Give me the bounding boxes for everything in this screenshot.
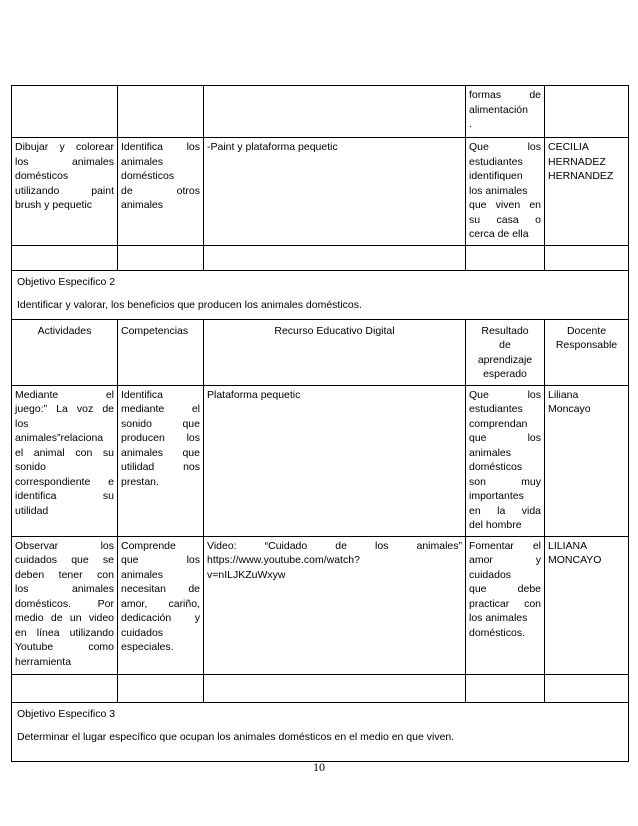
text-line: practicar con [469, 597, 541, 610]
text-line: Observar los [15, 539, 114, 552]
table-row-continuation [12, 86, 629, 138]
table-row-empty [12, 674, 629, 702]
cell-competencia [118, 536, 204, 674]
objetivo-text: Determinar el lugar específico que ocupan los animales domésticos en el medio en que viven. [17, 731, 455, 743]
cell-recurso [204, 385, 466, 536]
text-line: en la vida [469, 504, 541, 517]
text-line: domésticos. [469, 626, 526, 639]
text-line: mediante el [121, 403, 200, 415]
cell-competencia [118, 385, 204, 536]
header-competencias [118, 319, 204, 385]
text-line: Liliana [548, 388, 579, 401]
text-line: prestan. [121, 475, 159, 488]
text-line: importantes [469, 490, 524, 502]
page-number: 10 [313, 760, 325, 774]
cell-empty [204, 86, 466, 138]
cell-actividad [12, 385, 118, 536]
table-row-objetivo-2 [12, 270, 629, 319]
text-line: que los [469, 432, 541, 444]
text-line: medio de un video [15, 612, 114, 624]
table-row-dibujar [12, 138, 629, 246]
text-line: necesitan de [121, 583, 200, 595]
text-line: amor, cariño, [121, 597, 200, 610]
text-line: formas de [469, 89, 541, 101]
table-row-juego [12, 385, 629, 536]
text-line: domésticos [121, 170, 175, 182]
text-line: producen los [121, 432, 200, 444]
cell-resultado-continuation [466, 86, 545, 138]
text-line: sonido que [121, 417, 200, 430]
text-line: amor y [469, 554, 541, 566]
table-row-objetivo-3 [12, 702, 629, 761]
text-line: los animales [469, 184, 528, 197]
header-label: Actividades [37, 324, 92, 337]
cell-empty [545, 674, 629, 702]
planning-table [11, 85, 629, 762]
text-line: estudiantes [469, 155, 523, 168]
objetivo-title: Objetivo Especifico 3 [17, 707, 116, 720]
text-line: -Paint y plataforma pequetic [207, 141, 338, 153]
header-label: esperado [483, 368, 527, 380]
cell-empty [204, 245, 466, 270]
text-line: son muy [469, 475, 541, 488]
text-line: animales [121, 568, 164, 581]
text-line: HERNADEZ [548, 155, 606, 168]
text-line: animales”relaciona [15, 432, 104, 444]
text-line: que viven en [469, 199, 541, 211]
text-line: domésticos. Por [15, 597, 114, 610]
text-line: que debe [469, 583, 541, 595]
text-line: alimentación [469, 103, 528, 116]
cell-docente [545, 138, 629, 246]
cell-actividad [12, 536, 118, 674]
text-line: Plataforma pequetic [207, 388, 301, 401]
cell-empty [545, 245, 629, 270]
text-line: brush y pequetic [15, 199, 93, 211]
text-line: los [15, 417, 29, 430]
header-actividades [12, 319, 118, 385]
cell-empty [12, 674, 118, 702]
header-docente [545, 319, 629, 385]
cell-actividad [12, 138, 118, 246]
header-resultado [466, 319, 545, 385]
video-url-continued[interactable]: v=nILJKZuWxyw [207, 568, 286, 581]
cell-docente [545, 385, 629, 536]
text-line: cuidados [469, 568, 512, 581]
text-line: Comprende [121, 539, 176, 552]
text-line: identifica su [15, 490, 114, 502]
text-line: los animales [469, 612, 528, 624]
table-row-empty [12, 245, 629, 270]
text-line: animales [121, 199, 164, 211]
text-line: cuidados [121, 626, 164, 639]
header-label: aprendizaje [477, 353, 533, 366]
cell-empty [12, 86, 118, 138]
cell-recurso [204, 536, 466, 674]
planning-table-container [11, 85, 628, 762]
text-line: . [469, 118, 472, 130]
text-line: cuidados que se [15, 554, 114, 566]
text-line: Identifica [121, 388, 164, 401]
text-line: el animal con su [15, 446, 114, 459]
cell-empty [545, 86, 629, 138]
cell-recurso [204, 138, 466, 246]
header-label: Recurso Educativo Digital [274, 324, 395, 337]
text-line: CECILIA [548, 141, 589, 153]
cell-resultado [466, 536, 545, 674]
text-line: juego:” La voz de [15, 403, 114, 415]
text-line: animales [121, 155, 164, 168]
text-line: que los [121, 554, 200, 566]
text-line: MONCAYO [548, 554, 602, 566]
cell-empty [118, 674, 204, 702]
text-line: herramienta [15, 655, 72, 668]
text-line: domésticos [15, 170, 69, 182]
objetivo-text: Identificar y valorar, los beneficios que producen los animales domésticos. [17, 299, 362, 311]
cell-empty [466, 674, 545, 702]
cell-resultado [466, 138, 545, 246]
table-row-video [12, 536, 629, 674]
header-label: Docente [566, 324, 607, 337]
header-label: Responsable [555, 339, 618, 351]
text-line: correspondiente e [15, 475, 114, 488]
text-line: identifiquen [469, 170, 523, 182]
cell-empty [204, 674, 466, 702]
text-line: Video: “Cuidado de los animales” [207, 539, 462, 552]
header-label: Competencias [121, 324, 189, 337]
text-line: deben tener con [15, 568, 114, 581]
text-line: del hombre [469, 519, 522, 531]
text-line: comprendan [469, 417, 528, 430]
text-line: LILIANA [548, 539, 588, 552]
cell-objetivo-2 [12, 270, 629, 319]
text-line: en línea utilizando [15, 626, 114, 639]
text-line: estudiantes [469, 403, 523, 415]
cell-empty [12, 245, 118, 270]
cell-docente [545, 536, 629, 674]
text-line: utilidad nos [121, 461, 200, 473]
cell-competencia [118, 138, 204, 246]
text-line: especiales. [121, 641, 174, 653]
text-line: Que los [469, 388, 541, 401]
text-line: su casa o [469, 213, 541, 226]
text-line: Que los [469, 141, 541, 153]
text-line: sonido [15, 461, 46, 473]
video-url[interactable]: https://www.youtube.com/watch? [207, 554, 360, 566]
table-header-row [12, 319, 629, 385]
objetivo-title: Objetivo Especifico 2 [17, 275, 116, 288]
header-label: Resultado [481, 324, 529, 337]
text-line: cerca de ella [469, 228, 529, 240]
text-line: Moncayo [548, 403, 591, 415]
text-line: Fomentar el [469, 539, 541, 552]
text-line: dedicación y [121, 612, 200, 624]
text-line: de otros [121, 184, 200, 197]
cell-empty [466, 245, 545, 270]
text-line: Mediante el [15, 388, 114, 401]
cell-resultado [466, 385, 545, 536]
text-line: Dibujar y colorear [15, 141, 114, 153]
cell-empty [118, 86, 204, 138]
text-line: domésticos [469, 461, 523, 473]
text-line: los animales [15, 155, 114, 168]
text-line: Identifica los [121, 141, 200, 153]
cell-empty [118, 245, 204, 270]
text-line: utilidad [15, 504, 49, 517]
text-line: animales que [121, 446, 200, 459]
text-line: animales [469, 446, 512, 459]
text-line: utilizando paint [15, 184, 114, 197]
text-line: los animales [15, 583, 114, 595]
text-line: Youtube como [15, 641, 114, 653]
text-line: HERNANDEZ [548, 170, 614, 182]
cell-objetivo-3 [12, 702, 629, 761]
header-label: de [499, 339, 511, 351]
header-recurso [204, 319, 466, 385]
